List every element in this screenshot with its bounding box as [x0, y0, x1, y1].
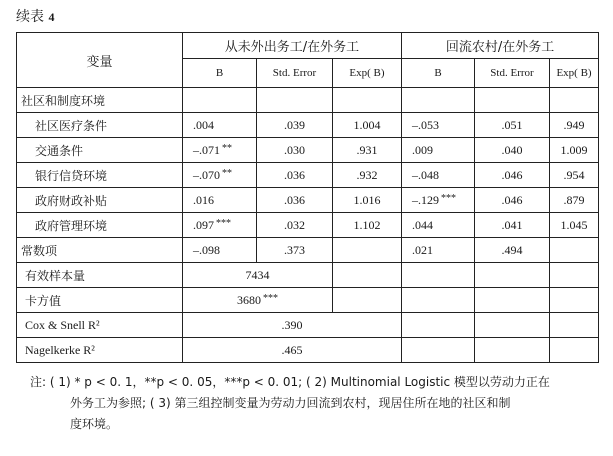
stat-value	[183, 263, 333, 288]
row-label: 政府管理环境	[17, 213, 183, 238]
cell-exp1	[333, 138, 402, 163]
column-header: Std. Error	[257, 59, 333, 88]
cell-value: 1.009	[560, 142, 588, 157]
cell-b2	[402, 163, 475, 188]
cell-value: .051	[501, 117, 523, 132]
cell-exp2	[550, 213, 599, 238]
cell-value: .494	[501, 242, 523, 257]
column-header: Exp( B)	[333, 59, 402, 88]
cell-value: .046	[501, 192, 523, 207]
empty-cell	[402, 288, 475, 313]
cell-value: .044	[412, 217, 433, 232]
cell-value: .032	[284, 217, 305, 232]
cell-value: .041	[501, 217, 523, 232]
empty-cell	[402, 263, 475, 288]
cell-se1	[257, 113, 333, 138]
cell-se2	[475, 113, 550, 138]
cell-exp1	[333, 188, 402, 213]
cell-value: .009	[412, 142, 433, 157]
cell-b1	[183, 138, 257, 163]
table-row	[17, 88, 599, 113]
stat-value	[183, 338, 402, 363]
table-caption	[16, 8, 599, 26]
column-header: Std. Error	[475, 59, 550, 88]
stat-row	[17, 263, 599, 288]
cell-b2	[402, 188, 475, 213]
row-label: 交通条件	[17, 138, 183, 163]
stat-number: .465	[281, 342, 303, 357]
cell-b2	[402, 138, 475, 163]
cell-se2	[475, 138, 550, 163]
group-header-returned: 回流农村/在外务工	[402, 33, 599, 59]
stat-number: .390	[281, 317, 303, 332]
note-line-3: 度环境。	[70, 417, 119, 431]
empty-cell	[402, 88, 475, 113]
cell-exp2	[550, 163, 599, 188]
cell-se1	[257, 238, 333, 263]
cell-value: 1.004	[353, 117, 381, 132]
cell-b2	[402, 113, 475, 138]
empty-cell	[550, 338, 599, 363]
stat-row	[17, 313, 599, 338]
stat-label: 卡方值	[17, 288, 183, 313]
empty-cell	[475, 313, 550, 338]
significance-stars: ***	[263, 292, 278, 304]
cell-se1	[257, 163, 333, 188]
empty-cell	[475, 338, 550, 363]
cell-se2	[475, 163, 550, 188]
cell-value: 1.102	[353, 217, 381, 232]
row-label: 社区医疗条件	[17, 113, 183, 138]
cell-exp2	[550, 188, 599, 213]
table-row	[17, 188, 599, 213]
cell-exp2	[550, 113, 599, 138]
cell-se2	[475, 213, 550, 238]
table-row	[17, 163, 599, 188]
empty-cell	[475, 88, 550, 113]
cell-value: .931	[356, 142, 378, 157]
regression-table	[16, 32, 599, 363]
empty-cell	[550, 288, 599, 313]
cell-value: 1.045	[560, 217, 588, 232]
cell-value: .030	[284, 142, 305, 157]
table-row	[17, 113, 599, 138]
empty-cell	[333, 288, 402, 313]
cell-value: .039	[284, 117, 305, 132]
stat-value	[183, 313, 402, 338]
caption-prefix: 续表	[16, 9, 44, 25]
cell-exp2	[550, 238, 599, 263]
header-row-groups	[17, 33, 599, 59]
cell-value: .097	[193, 217, 214, 232]
group-header-never-migrated: 从未外出务工/在外务工	[183, 33, 402, 59]
empty-cell	[550, 263, 599, 288]
note-line-2: 外务工为参照; ( 3) 第三组控制变量为劳动力回流到农村，现居住所在地的社区和制	[70, 396, 511, 410]
empty-cell	[333, 263, 402, 288]
cell-value: –.048	[412, 167, 439, 182]
stat-number: 3680	[237, 292, 261, 307]
significance-stars: **	[222, 142, 232, 154]
cell-value: .954	[563, 167, 585, 182]
caption-number: 4	[48, 10, 55, 24]
cell-value: .040	[501, 142, 523, 157]
row-label: 政府财政补贴	[17, 188, 183, 213]
cell-se1	[257, 188, 333, 213]
significance-stars: **	[222, 167, 232, 179]
cell-b1	[183, 113, 257, 138]
cell-se1	[257, 138, 333, 163]
table-note	[30, 372, 596, 435]
note-line-1: 注: ( 1) * p < 0. 1，**p < 0. 05，***p < 0. 01; ( 2) Multinomial Logistic 模型以劳动力正在	[30, 375, 550, 389]
cell-value: .021	[412, 242, 433, 257]
cell-b1	[183, 238, 257, 263]
cell-exp1	[333, 163, 402, 188]
cell-exp1	[333, 113, 402, 138]
column-header: Exp( B)	[550, 59, 599, 88]
cell-value: –.070	[193, 167, 220, 182]
stat-label: 有效样本量	[17, 263, 183, 288]
table-row	[17, 213, 599, 238]
stat-label: Cox & Snell R²	[17, 313, 183, 338]
column-header: B	[402, 59, 475, 88]
cell-value: .016	[193, 192, 214, 207]
empty-cell	[402, 338, 475, 363]
cell-value: –.129	[412, 192, 439, 207]
row-label: 社区和制度环境	[17, 88, 183, 113]
cell-value: .879	[563, 192, 585, 207]
empty-cell	[402, 313, 475, 338]
stat-number: 7434	[245, 267, 270, 282]
empty-cell	[257, 88, 333, 113]
cell-value: .046	[501, 167, 523, 182]
cell-b2	[402, 213, 475, 238]
cell-se1	[257, 213, 333, 238]
cell-exp1	[333, 213, 402, 238]
empty-cell	[550, 313, 599, 338]
cell-exp2	[550, 138, 599, 163]
table-row	[17, 138, 599, 163]
significance-stars: ***	[216, 217, 231, 229]
cell-b1	[183, 163, 257, 188]
cell-value: 1.016	[353, 192, 381, 207]
cell-value: .949	[563, 117, 585, 132]
cell-value: .004	[193, 117, 214, 132]
empty-cell	[183, 88, 257, 113]
cell-value: .373	[284, 242, 305, 257]
empty-cell	[333, 88, 402, 113]
cell-se2	[475, 238, 550, 263]
stat-value	[183, 288, 333, 313]
empty-cell	[475, 263, 550, 288]
row-label: 银行信贷环境	[17, 163, 183, 188]
cell-b2	[402, 238, 475, 263]
cell-se2	[475, 188, 550, 213]
significance-stars: ***	[441, 192, 456, 204]
cell-b1	[183, 213, 257, 238]
table-row	[17, 238, 599, 263]
column-header: B	[183, 59, 257, 88]
stat-row	[17, 288, 599, 313]
cell-value: .932	[356, 167, 378, 182]
cell-exp1	[333, 238, 402, 263]
stat-label: Nagelkerke R²	[17, 338, 183, 363]
stat-row	[17, 338, 599, 363]
variable-header: 变量	[17, 33, 183, 88]
cell-value: –.053	[412, 117, 439, 132]
cell-value: .036	[284, 167, 305, 182]
row-label: 常数项	[17, 238, 183, 263]
empty-cell	[475, 288, 550, 313]
empty-cell	[550, 88, 599, 113]
cell-b1	[183, 188, 257, 213]
cell-value: .036	[284, 192, 305, 207]
cell-value: –.071	[193, 142, 220, 157]
cell-value: –.098	[193, 242, 220, 257]
